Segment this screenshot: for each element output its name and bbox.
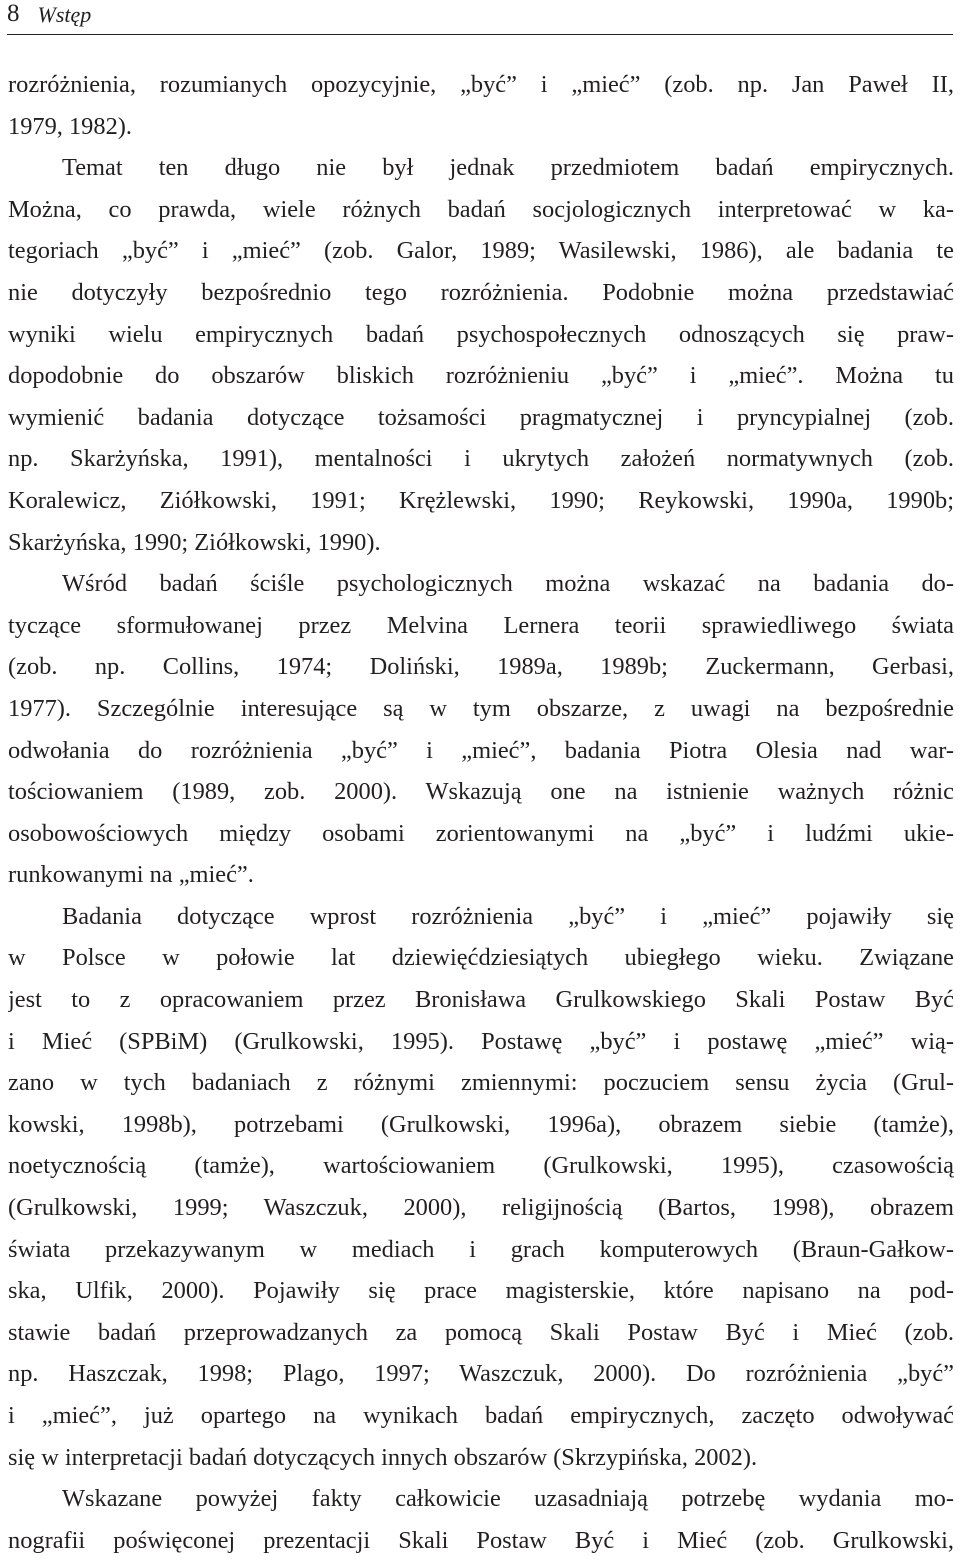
text-line: wyniki wielu empirycznych badań psychospołecznych odnoszących się praw- bbox=[8, 320, 954, 348]
text-line: noetycznością (tamże), wartościowaniem (Grulkowski, 1995), czasowością bbox=[8, 1152, 954, 1180]
running-head bbox=[7, 0, 953, 35]
text-line: Temat ten długo nie był jednak przedmiotem badań empirycznych. bbox=[62, 154, 954, 182]
text-line: 1977). Szczególnie interesujące są w tym obszarze, z uwagi na bezpośrednie bbox=[8, 694, 954, 722]
text-line: Można, co prawda, wiele różnych badań socjologicznych interpretować w ka- bbox=[8, 195, 954, 223]
text-line: (Grulkowski, 1999; Waszczuk, 2000), religijnością (Bartos, 1998), obrazem bbox=[8, 1194, 954, 1222]
text-line: kowski, 1998b), potrzebami (Grulkowski, 1996a), obrazem siebie (tamże), bbox=[8, 1110, 954, 1138]
text-line: odwołania do rozróżnienia „być” i „mieć”, badania Piotra Olesia nad war- bbox=[8, 736, 954, 764]
text-line: Wskazane powyżej fakty całkowicie uzasadniają potrzebę wydania mo- bbox=[62, 1485, 954, 1513]
text-line: tościowaniem (1989, zob. 2000). Wskazują one na istnienie ważnych różnic bbox=[8, 778, 954, 806]
text-line: tegoriach „być” i „mieć” (zob. Galor, 1989; Wasilewski, 1986), ale badania te bbox=[8, 237, 954, 265]
text-line: 1979, 1982). bbox=[8, 112, 132, 140]
text-line: i Mieć (SPBiM) (Grulkowski, 1995). Postawę „być” i postawę „mieć” wią- bbox=[8, 1027, 954, 1055]
text-line: Badania dotyczące wprost rozróżnienia „być” i „mieć” pojawiły się bbox=[62, 902, 954, 930]
text-line: wymienić badania dotyczące tożsamości pragmatycznej i pryncypialnej (zob. bbox=[8, 403, 954, 431]
text-line: runkowanymi na „mieć”. bbox=[8, 861, 254, 889]
section-title: Wstęp bbox=[37, 2, 92, 27]
text-line: Skarżyńska, 1990; Ziółkowski, 1990). bbox=[8, 528, 381, 556]
text-line: (zob. np. Collins, 1974; Doliński, 1989a, 1989b; Zuckermann, Gerbasi, bbox=[8, 653, 954, 681]
text-line: i „mieć”, już opartego na wynikach badań empirycznych, zaczęto odwoływać bbox=[8, 1402, 954, 1429]
text-line: np. Skarżyńska, 1991), mentalności i ukrytych założeń normatywnych (zob. bbox=[8, 445, 954, 473]
text-line: nografii poświęconej prezentacji Skali Postaw Być i Mieć (zob. Grulkowski, bbox=[8, 1526, 954, 1554]
text-line: rozróżnienia, rozumianych opozycyjnie, „być” i „mieć” (zob. np. Jan Paweł II, bbox=[8, 71, 954, 98]
text-line: w Polsce w połowie lat dziewięćdziesiątych ubiegłego wieku. Związane bbox=[8, 944, 954, 972]
text-line: stawie badań przeprowadzanych za pomocą Skali Postaw Być i Mieć (zob. bbox=[8, 1318, 954, 1346]
text-line: np. Haszczak, 1998; Plago, 1997; Waszczuk, 2000). Do rozróżnienia „być” bbox=[8, 1360, 954, 1388]
page-number: 8 bbox=[7, 0, 20, 27]
text-line: jest to z opracowaniem przez Bronisława Grulkowskiego Skali Postaw Być bbox=[8, 986, 954, 1014]
text-line: zano w tych badaniach z różnymi zmiennymi: poczuciem sensu życia (Grul- bbox=[8, 1069, 954, 1097]
text-line: tyczące sformułowanej przez Melvina Lernera teorii sprawiedliwego świata bbox=[8, 611, 954, 639]
text-line: ska, Ulfik, 2000). Pojawiły się prace magisterskie, które napisano na pod- bbox=[8, 1277, 954, 1305]
text-line: osobowościowych między osobami zorientowanymi na „być” i ludźmi ukie- bbox=[8, 819, 954, 847]
text-line: Wśród badań ściśle psychologicznych można wskazać na badania do- bbox=[62, 570, 954, 598]
body-text bbox=[8, 64, 954, 1561]
text-line: Koralewicz, Ziółkowski, 1991; Krężlewski, 1990; Reykowski, 1990a, 1990b; bbox=[8, 486, 954, 514]
text-line: świata przekazywanym w mediach i grach komputerowych (Braun-Gałkow- bbox=[8, 1235, 954, 1263]
text-line: nie dotyczyły bezpośrednio tego rozróżnienia. Podobnie można przedstawiać bbox=[8, 278, 954, 306]
text-line: dopodobnie do obszarów bliskich rozróżnieniu „być” i „mieć”. Można tu bbox=[8, 362, 954, 390]
text-line: się w interpretacji badań dotyczących innych obszarów (Skrzypińska, 2002). bbox=[8, 1443, 758, 1471]
